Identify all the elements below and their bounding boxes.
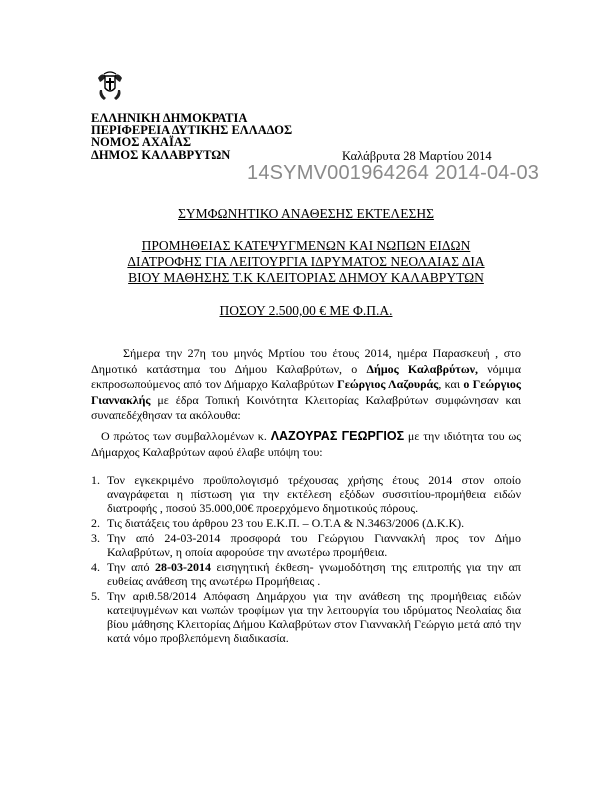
list-item [91, 516, 521, 530]
title-agreement: ΣΥΜΦΩΝΗΤΙΚΟ ΑΝΑΘΕΣΗΣ ΕΚΤΕΛΕΣΗΣ [178, 206, 434, 221]
list-item [91, 589, 521, 645]
list-item-text [107, 560, 521, 588]
intro-paragraph [91, 346, 521, 424]
list-item-text: Την αριθ.58/2014 Απόφαση Δημάρχου για την ανάθεση της προμήθειας ειδών κατεψυγμένων και νωπών τροφίμων για την λειτουργία του ιδρύματος Νεολαίας δια βίου μάθησης Κλειτορίας Δήμου Καλαβρύτων στον Γιαννακλή Γεώργιο μετά από την κατά νόμο προβλεπόμενη διαδικασία. [107, 589, 521, 645]
header-line-3: ΝΟΜΟΣ ΑΧΑΪΑΣ [91, 135, 192, 149]
list-item-number: 3. [91, 531, 100, 545]
intro-mayor-name: Γεώργιος Λαζουράς [337, 377, 439, 391]
party-paragraph [91, 429, 521, 460]
document-date: Καλάβρυτα 28 Μαρτίου 2014 [342, 149, 492, 163]
list-item-number: 5. [91, 589, 100, 603]
intro-contractor-name: ο Γεώργιος Γιαννακλής [91, 377, 521, 407]
list-item [91, 473, 521, 515]
header-line-2: ΠΕΡΙΦΕΡΕΙΑ ΔΥΤΙΚΗΣ ΕΛΛΑΔΟΣ [91, 123, 293, 137]
list-item [91, 531, 521, 559]
list-item-text: Τις διατάξεις του άρθρου 23 του Ε.Κ.Π. – Ο.Τ.Α & Ν.3463/2006 (Δ.Κ.Κ). [107, 516, 465, 530]
registry-stamp: 14SYMV001964264 2014-04-03 [247, 162, 540, 184]
party-text-b: με την ιδιότητα του ως Δήμαρχος Καλαβρύτων αφού έλαβε υπόψη του: [91, 429, 522, 459]
list-item-text-pre: Την από [107, 560, 155, 574]
party-text-a: Ο πρώτος των συμβαλλομένων κ. [101, 429, 271, 443]
list-item-number: 1. [91, 473, 100, 487]
intro-party-municipality: Δήμος Καλαβρύτων, [366, 361, 478, 376]
intro-text-a: Σήμερα την 27η του μηνός Μρτίου του έτους 2014, ημέρα Παρασκευή , στο Δημοτικό κατάστημα του Δήμου Καλαβρύτων, ο [91, 346, 521, 376]
intro-text-e: με έδρα Τοπική Κοινότητα Κλειτορίας Καλαβρύτων συμφώνησαν και συναπεδέχθησαν τα ακόλουθα: [91, 392, 521, 422]
greek-state-emblem-icon [96, 70, 124, 102]
title-amount: ΠΟΣΟΥ 2.500,00 € ΜΕ Φ.Π.Α. [219, 303, 393, 318]
title-subject-line-1: ΠΡΟΜΗΘΕΙΑΣ ΚΑΤΕΨΥΓΜΕΝΩΝ ΚΑΙ ΝΩΠΩΝ ΕΙΔΩΝ [141, 238, 471, 253]
list-item-number: 2. [91, 516, 100, 530]
list-item [91, 560, 521, 588]
considerations-list [91, 473, 521, 646]
list-item-number: 4. [91, 560, 100, 574]
list-item-date: 28-03-2014 [154, 560, 211, 574]
intro-text-d: , και [438, 377, 464, 391]
header-line-4: ΔΗΜΟΣ ΚΑΛΑΒΡΥΤΩΝ [91, 148, 231, 162]
intro-text-c: νόμιμα εκπροσωπούμενος από τον Δήμαρχο Καλαβρύτων [91, 361, 522, 391]
party-name: ΛΑΖΟΥΡΑΣ ΓΕΩΡΓΙΟΣ [270, 429, 405, 443]
list-item-text-rest: εισηγητική έκθεση- γνωμοδότηση της επιτροπής για την απ ευθείας ανάθεση της ανωτέρω Προμήθειας . [107, 560, 521, 588]
list-item-text: Την από 24-03-2014 προσφορά του Γεώργιου Γιαννακλή προς τον Δήμο Καλαβρύτων, η οποία αφορούσε την ανωτέρω προμήθεια. [107, 531, 521, 559]
list-item-text: Τον εγκεκριμένο προϋπολογισμό τρέχουσας χρήσης έτους 2014 στον οποίο αναγράφεται η πίστωση για την εκτέλεση εξόδων συσσιτίου-προμήθεια ειδών διατροφής , ποσού 35.000,00€ προερχόμενο δημοτικούς πόρους. [107, 473, 521, 515]
title-subject-line-2: ΔΙΑΤΡΟΦΗΣ ΓΙΑ ΛΕΙΤΟΥΡΓΙΑ ΙΔΡΥΜΑΤΟΣ ΝΕΟΛΑΙΑΣ ΔΙΑ [127, 254, 485, 269]
header-line-1: ΕΛΛΗΝΙΚΗ ΔΗΜΟΚΡΑΤΙΑ [91, 111, 248, 125]
title-subject-line-3: ΒΙΟΥ ΜΑΘΗΣΗΣ Τ.Κ ΚΛΕΙΤΟΡΙΑΣ ΔΗΜΟΥ ΚΑΛΑΒΡΥΤΩΝ [128, 270, 484, 285]
